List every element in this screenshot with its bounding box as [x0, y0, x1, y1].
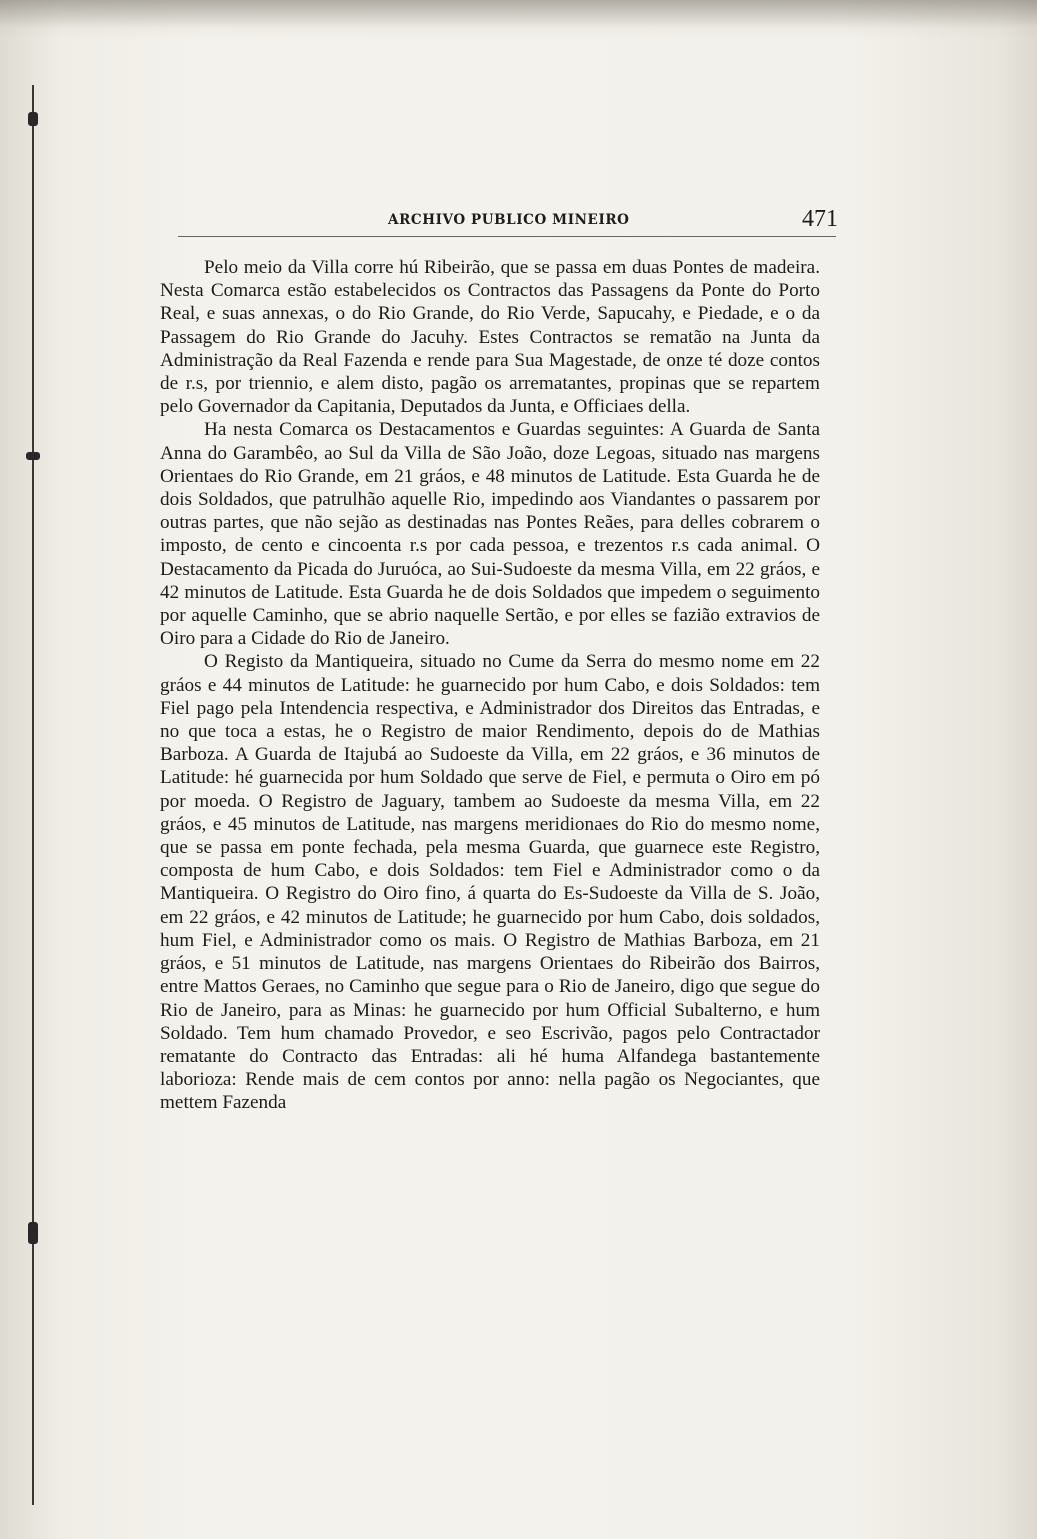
binding-mark [26, 452, 40, 460]
body-text [160, 256, 820, 1115]
running-head: ARCHIVO PUBLICO MINEIRO [388, 212, 630, 228]
binding-edge [32, 85, 34, 1505]
paragraph: Pelo meio da Villa corre hú Ribeirão, que se passa em duas Pontes de madeira. Nesta Comarca estão estabelecidos os Contractos das Passagens da Ponte do Porto Real, e suas annexas, o do Rio Grande, do Rio Verde, Sapucahy, e Piedade, e o da Passagem do Rio Grande do Jacuhy. Estes Contractos se rematão na Junta da Administração da Real Fazenda e rende para Sua Magestade, de onze té doze contos de r.s, por triennio, e alem disto, pagão os arrematantes, propinas que se repartem pelo Governador da Capitania, Deputados da Junta, e Officiaes della. [160, 257, 820, 418]
binding-mark [28, 1222, 38, 1244]
paragraph: Ha nesta Comarca os Destacamentos e Guardas seguintes: A Guarda de Santa Anna do Garambêo, ao Sul da Villa de São João, doze Legoas, situado nas margens Orientaes do Rio Grande, em 21 gráos, e 48 minutos de Latitude. Esta Guarda he de dois Soldados, que patrulhão aquelle Rio, impedindo aos Viandantes o passarem por outras partes, que não sejão as destinadas nas Pontes Reães, para delles cobrarem o imposto, de cento e cincoenta r.s por cada pessoa, e trezentos r.s cada animal. O Destacamento da Picada do Juruóca, ao Sui-Sudoeste da mesma Villa, em 22 gráos, e 42 minutos de Latitude. Esta Guarda he de dois Soldados que impedem o seguimento por aquelle Caminho, que se abrio naquelle Sertão, e por elles se fazião extravios de Oiro para a Cidade do Rio de Janeiro. [160, 419, 820, 650]
page-number: 471 [802, 206, 838, 232]
binding-mark [28, 112, 38, 126]
paragraph: O Registo da Mantiqueira, situado no Cume da Serra do mesmo nome em 22 gráos e 44 minutos de Latitude: he guarnecido por hum Cabo, e dois Soldados: tem Fiel pago pela Intendencia respectiva, e Administrador dos Direitos das Entradas, e no que toca a estas, he o Registro de maior Rendimento, depois do de Mathias Barboza. A Guarda de Itajubá ao Sudoeste da Villa, em 22 gráos, e 36 minutos de Latitude: hé guarnecida por hum Soldado que serve de Fiel, e permuta o Oiro em pó por moeda. O Registro de Jaguary, tambem ao Sudoeste da mesma Villa, em 22 gráos, e 45 minutos de Latitude, nas margens meridionaes do Rio do mesmo nome, que se passa em ponte fechada, pela mesma Guarda, que guarnece este Registro, composta de hum Cabo, e dois Soldados: tem Fiel e Administrador como o da Mantiqueira. O Registro do Oiro fino, á quarta do Es-Sudoeste da Villa de S. João, em 22 gráos, e 42 minutos de Latitude; he guarnecido por hum Cabo, dois soldados, hum Fiel, e Administrador como os mais. O Registro de Mathias Barboza, em 21 gráos, e 51 minutos de Latitude, nas margens Orientaes do Ribeirão dos Bairros, entre Mattos Geraes, no Caminho que segue para o Rio de Janeiro, digo que segue do Rio de Janeiro, para as Minas: he guarnecido por hum Official Subalterno, e hum Soldado. Tem hum chamado Provedor, e seo Escrivão, pagos pelo Contractador rematante do Contracto das Entradas: ali hé huma Alfandega bastantemente laborioza: Rende mais de cem contos por anno: nella pagão os Negociantes, que mettem Fazenda [160, 651, 820, 1114]
scan-top-edge [0, 0, 1037, 40]
page-header [178, 206, 838, 236]
header-rule [178, 236, 836, 237]
